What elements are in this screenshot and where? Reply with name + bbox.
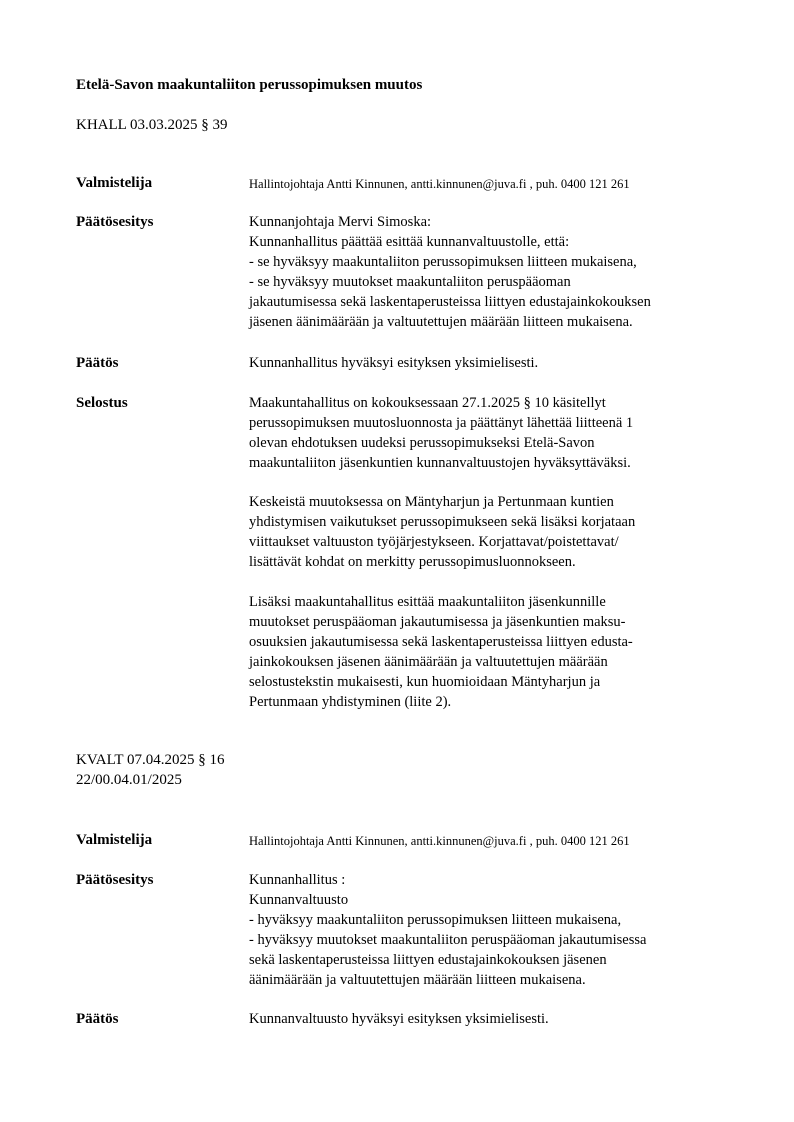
khall-paatosesitys-line: Kunnanhallitus päättää esittää kunnanvaltuustolle, että: xyxy=(249,234,570,250)
khall-paatosesitys-line: jäsenen äänimäärään ja valtuutettujen määrään liitteen mukaisena. xyxy=(249,314,633,330)
selostus-line: jainkokouksen jäsenen äänimäärään ja valtuutettujen määrään xyxy=(249,654,608,670)
kvalt-paatos-label: Päätös xyxy=(76,1011,119,1027)
kvalt-case-number: 22/00.04.01/2025 xyxy=(76,772,182,788)
kvalt-paatosesitys-line: Kunnanhallitus : xyxy=(249,872,346,888)
khall-selostus-label: Selostus xyxy=(76,395,128,411)
selostus-line: muutokset peruspääoman jakautumisessa ja jäsenkuntien maksu- xyxy=(249,614,626,630)
kvalt-paatosesitys-line: sekä laskentaperusteissa liittyen edustajainkokouksen jäsenen xyxy=(249,952,607,968)
kvalt-valmistelija-label: Valmistelija xyxy=(76,832,153,848)
selostus-line: maakuntaliiton jäsenkuntien kunnanvaltuustojen hyväksyttäväksi. xyxy=(249,455,631,471)
khall-paatosesitys-line: - se hyväksyy maakuntaliiton perussopimuksen liitteen mukaisena, xyxy=(249,254,637,270)
khall-paatos-text xyxy=(249,353,739,373)
khall-paatosesitys-line: - se hyväksyy muutokset maakuntaliiton peruspääoman xyxy=(249,274,571,290)
khall-selostus-paragraph-2 xyxy=(249,492,739,572)
selostus-line: Maakuntahallitus on kokouksessaan 27.1.2025 § 10 käsitellyt xyxy=(249,395,606,411)
kvalt-paatosesitys-line: - hyväksyy muutokset maakuntaliiton peruspääoman jakautumisessa xyxy=(249,932,647,948)
kvalt-paatosesitys-line: - hyväksyy maakuntaliiton perussopimuksen liitteen mukaisena, xyxy=(249,912,622,928)
kvalt-reference: KVALT 07.04.2025 § 16 xyxy=(76,752,225,768)
khall-paatosesitys-label: Päätösesitys xyxy=(76,214,154,230)
kvalt-paatosesitys-label: Päätösesitys xyxy=(76,872,154,888)
khall-valmistelija-label: Valmistelija xyxy=(76,175,153,191)
selostus-line: olevan ehdotuksen uudeksi perussopimukseksi Etelä-Savon xyxy=(249,435,595,451)
kvalt-paatosesitys-text xyxy=(249,870,739,990)
khall-reference: KHALL 03.03.2025 § 39 xyxy=(76,117,228,133)
selostus-line: Keskeistä muutoksessa on Mäntyharjun ja Pertunmaan kuntien xyxy=(249,494,614,510)
khall-paatos-value: Kunnanhallitus hyväksyi esityksen yksimielisesti. xyxy=(249,355,539,371)
selostus-line: Lisäksi maakuntahallitus esittää maakuntaliiton jäsenkunnille xyxy=(249,594,606,610)
kvalt-valmistelija-value: Hallintojohtaja Antti Kinnunen, antti.kinnunen@juva.fi , puh. 0400 121 261 xyxy=(249,834,630,848)
selostus-line: osuuksien jakautumisessa sekä laskentaperusteissa liittyen edusta- xyxy=(249,634,633,650)
selostus-line: viittaukset valtuuston työjärjestykseen. Korjattavat/poistettavat/ xyxy=(249,534,619,550)
selostus-line: Pertunmaan yhdistyminen (liite 2). xyxy=(249,694,452,710)
khall-paatosesitys-text xyxy=(249,212,739,332)
khall-selostus-paragraph-1 xyxy=(249,393,739,473)
kvalt-valmistelija-text xyxy=(249,831,739,851)
khall-selostus-paragraph-3 xyxy=(249,592,739,712)
khall-valmistelija-text xyxy=(249,174,739,194)
selostus-line: lisättävät kohdat on merkitty perussopimusluonnokseen. xyxy=(249,554,576,570)
khall-valmistelija-value: Hallintojohtaja Antti Kinnunen, antti.kinnunen@juva.fi , puh. 0400 121 261 xyxy=(249,177,630,191)
khall-paatosesitys-line: Kunnanjohtaja Mervi Simoska: xyxy=(249,214,432,230)
kvalt-paatos-text xyxy=(249,1009,739,1029)
kvalt-paatosesitys-line: äänimäärään ja valtuutettujen määrään liitteen mukaisena. xyxy=(249,972,586,988)
kvalt-paatosesitys-line: Kunnanvaltuusto xyxy=(249,892,349,908)
selostus-line: selostustekstin mukaisesti, kun huomioidaan Mäntyharjun ja xyxy=(249,674,601,690)
document-title: Etelä-Savon maakuntaliiton perussopimuksen muutos xyxy=(76,77,423,93)
selostus-line: yhdistymisen vaikutukset perussopimukseen sekä lisäksi korjataan xyxy=(249,514,636,530)
selostus-line: perussopimuksen muutosluonnosta ja päättänyt lähettää liitteenä 1 xyxy=(249,415,634,431)
kvalt-paatos-value: Kunnanvaltuusto hyväksyi esityksen yksimielisesti. xyxy=(249,1011,549,1027)
khall-paatos-label: Päätös xyxy=(76,355,119,371)
khall-paatosesitys-line: jakautumisessa sekä laskentaperusteissa liittyen edustajainkokouksen xyxy=(249,294,651,310)
